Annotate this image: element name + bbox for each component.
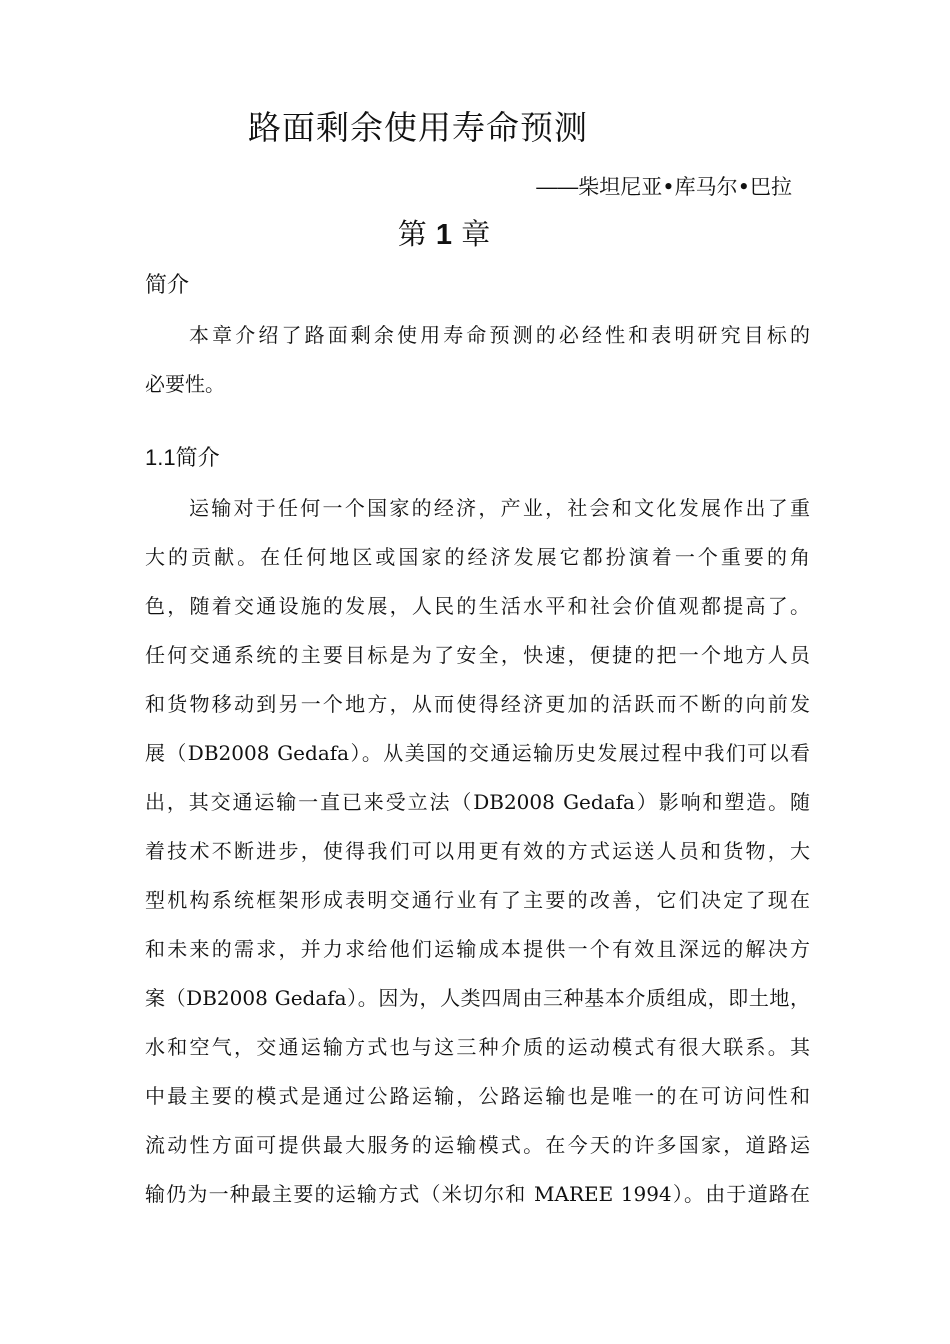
chapter-heading [0, 212, 888, 253]
paragraph-line: 和未来的需求，并力求给他们运输成本提供一个有效且深远的解决方 [145, 937, 810, 961]
section-number: 1.1 [145, 445, 176, 470]
paragraph-line: 任何交通系统的主要目标是为了安全，快速，便捷的把一个地方人员 [145, 643, 810, 667]
paragraph-line: 色，随着交通设施的发展，人民的生活水平和社会价值观都提高了。 [145, 594, 810, 618]
document-author: ――柴坦尼亚•库马尔•巴拉 [536, 175, 792, 199]
paragraph-line: 出，其交通运输一直已来受立法（DB2008 Gedafa）影响和塑造。随 [145, 790, 810, 814]
section-heading [145, 441, 220, 472]
paragraph-line: 展（DB2008 Gedafa）。从美国的交通运输历史发展过程中我们可以看 [145, 741, 810, 765]
chapter-suffix: 章 [461, 217, 491, 251]
paragraph-line: 运输对于任何一个国家的经济，产业，社会和文化发展作出了重 [189, 496, 810, 520]
paragraph-line: 中最主要的模式是通过公路运输，公路运输也是唯一的在可访问性和 [145, 1084, 810, 1108]
paragraph-line: 本章介绍了路面剩余使用寿命预测的必经性和表明研究目标的 [189, 323, 810, 347]
paragraph-line: 着技术不断进步，使得我们可以用更有效的方式运送人员和货物，大 [145, 839, 810, 863]
paragraph-line: 大的贡献。在任何地区或国家的经济发展它都扮演着一个重要的角 [145, 545, 810, 569]
paragraph-line: 必要性。 [145, 372, 225, 396]
chapter-number: 1 [435, 219, 453, 251]
body-paragraph [145, 484, 810, 1219]
intro-paragraph [145, 311, 810, 409]
paragraph-line: 和货物移动到另一个地方，从而使得经济更加的活跃而不断的向前发 [145, 692, 810, 716]
paragraph-line: 案（DB2008 Gedafa）。因为，人类四周由三种基本介质组成，即土地， [145, 986, 810, 1010]
paragraph-line: 型机构系统框架形成表明交通行业有了主要的改善，它们决定了现在 [145, 888, 810, 912]
paragraph-line: 流动性方面可提供最大服务的运输模式。在今天的许多国家，道路运 [145, 1133, 810, 1157]
paragraph-line: 水和空气，交通运输方式也与这三种介质的运动模式有很大联系。其 [145, 1035, 810, 1059]
chapter-prefix: 第 [397, 217, 427, 251]
section-title: 简介 [175, 446, 220, 471]
intro-heading: 简介 [145, 273, 190, 298]
document-title: 路面剩余使用寿命预测 [248, 108, 588, 147]
paragraph-line: 输仍为一种最主要的运输方式（米切尔和 MAREE 1994）。由于道路在 [145, 1182, 810, 1206]
